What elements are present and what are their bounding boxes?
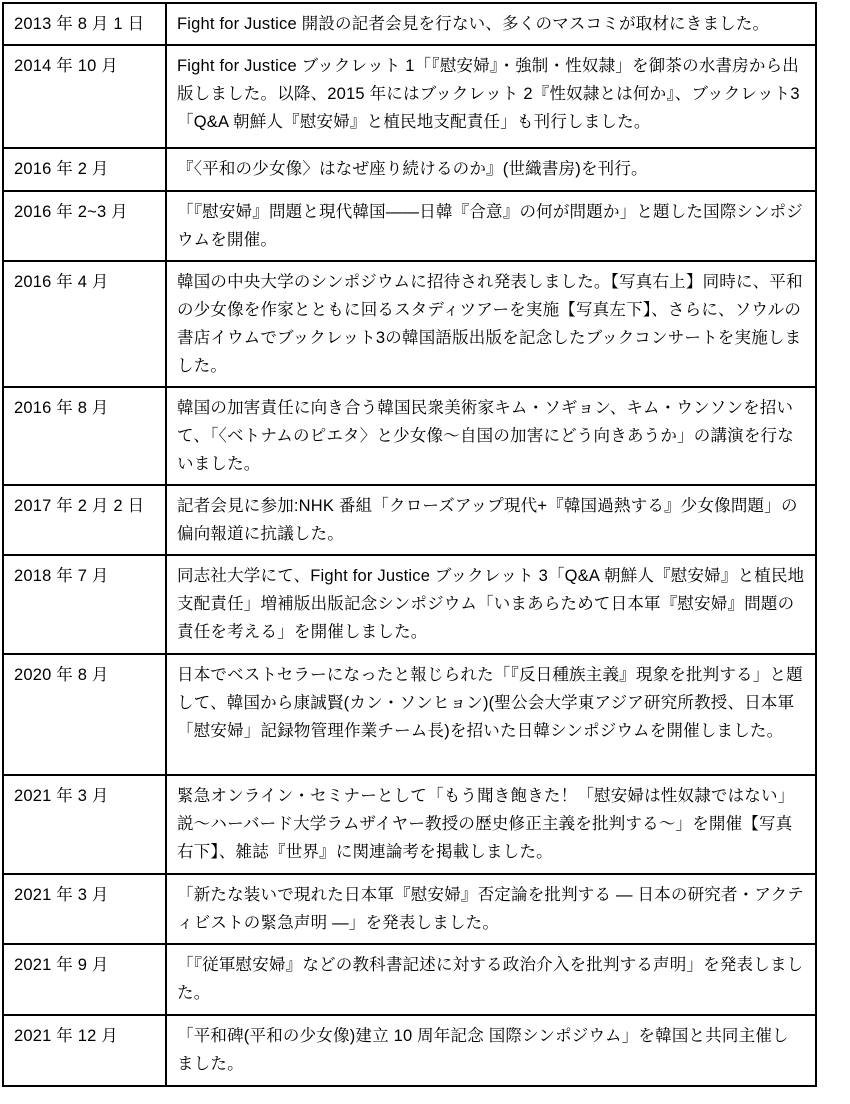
date-cell: 2021 年 3 月 (3, 874, 166, 944)
table-row (3, 45, 816, 148)
date-cell: 2016 年 8 月 (3, 387, 166, 485)
date-cell: 2016 年 2 月 (3, 148, 166, 191)
date-cell: 2021 年 9 月 (3, 944, 166, 1015)
table-row (3, 3, 816, 45)
description-cell: 韓国の中央大学のシンポジウムに招待され発表しました。【写真右上】同時に、平和の少女像を作家とともに回るスタディツアーを実施【写真左下】、さらに、ソウルの書店イウムでブックレット3の韓国語版出版を記念したブックコンサートを実施しました。 (166, 261, 816, 387)
table-row (3, 191, 816, 261)
table-row (3, 555, 816, 654)
description-cell: 同志社大学にて、Fight for Justice ブックレット 3「Q&A 朝鮮人『慰安婦』と植民地支配責任」増補版出版記念シンポジウム「いまあらためて日本軍『慰安婦』問題の責任を考える」を開催しました。 (166, 555, 816, 654)
description-cell: 「『慰安婦』問題と現代韓国——日韓『合意』の何が問題か」と題した国際シンポジウムを開催。 (166, 191, 816, 261)
date-cell: 2014 年 10 月 (3, 45, 166, 148)
date-cell: 2013 年 8 月 1 日 (3, 3, 166, 45)
description-cell: Fight for Justice ブックレット 1「『慰安婦』・強制・性奴隷」を御茶の水書房から出版しました。以降、2015 年にはブックレット 2『性奴隷とは何か』、ブックレット3「Q&A 朝鮮人『慰安婦』と植民地支配責任」も刊行しました。 (166, 45, 816, 148)
timeline-table (2, 2, 817, 1087)
date-cell: 2021 年 12 月 (3, 1015, 166, 1086)
date-cell: 2016 年 2~3 月 (3, 191, 166, 261)
date-cell: 2018 年 7 月 (3, 555, 166, 654)
description-cell: Fight for Justice 開設の記者会見を行ない、多くのマスコミが取材にきました。 (166, 3, 816, 45)
table-row (3, 944, 816, 1015)
description-cell: 「新たな装いで現れた日本軍『慰安婦』否定論を批判する — 日本の研究者・アクティビストの緊急声明 —」を発表しました。 (166, 874, 816, 944)
description-cell: 韓国の加害責任に向き合う韓国民衆美術家キム・ソギョン、キム・ウンソンを招いて、「〈ベトナムのピエタ〉と少女像～自国の加害にどう向きあうか」の講演を行ないました。 (166, 387, 816, 485)
table-row (3, 148, 816, 191)
table-row (3, 874, 816, 944)
table-row (3, 261, 816, 387)
timeline-table-body (3, 3, 816, 1086)
table-row (3, 387, 816, 485)
date-cell: 2016 年 4 月 (3, 261, 166, 387)
description-cell: 「平和碑(平和の少女像)建立 10 周年記念 国際シンポジウム」を韓国と共同主催しました。 (166, 1015, 816, 1086)
table-row (3, 1015, 816, 1086)
description-cell: 日本でベストセラーになったと報じられた「『反日種族主義』現象を批判する」と題して、韓国から康誠賢(カン・ソンヒョン)(聖公会大学東アジア研究所教授、日本軍「慰安婦」記録物管理作業チーム長)を招いた日韓シンポジウムを開催しました。 (166, 654, 816, 775)
date-cell: 2020 年 8 月 (3, 654, 166, 775)
description-cell: 「『従軍慰安婦』などの教科書記述に対する政治介入を批判する声明」を発表しました。 (166, 944, 816, 1015)
description-cell: 緊急オンライン・セミナーとして「もう聞き飽きた！「慰安婦は性奴隷ではない」説～ハーバード大学ラムザイヤー教授の歴史修正主義を批判する～」を開催【写真右下】、雑誌『世界』に関連論考を掲載しました。 (166, 775, 816, 874)
description-cell: 『〈平和の少女像〉はなぜ座り続けるのか』(世織書房)を刊行。 (166, 148, 816, 191)
date-cell: 2017 年 2 月 2 日 (3, 485, 166, 555)
table-row (3, 775, 816, 874)
date-cell: 2021 年 3 月 (3, 775, 166, 874)
table-row (3, 654, 816, 775)
table-row (3, 485, 816, 555)
description-cell: 記者会見に参加:NHK 番組「クローズアップ現代+『韓国過熱する』少女像問題」の偏向報道に抗議した。 (166, 485, 816, 555)
